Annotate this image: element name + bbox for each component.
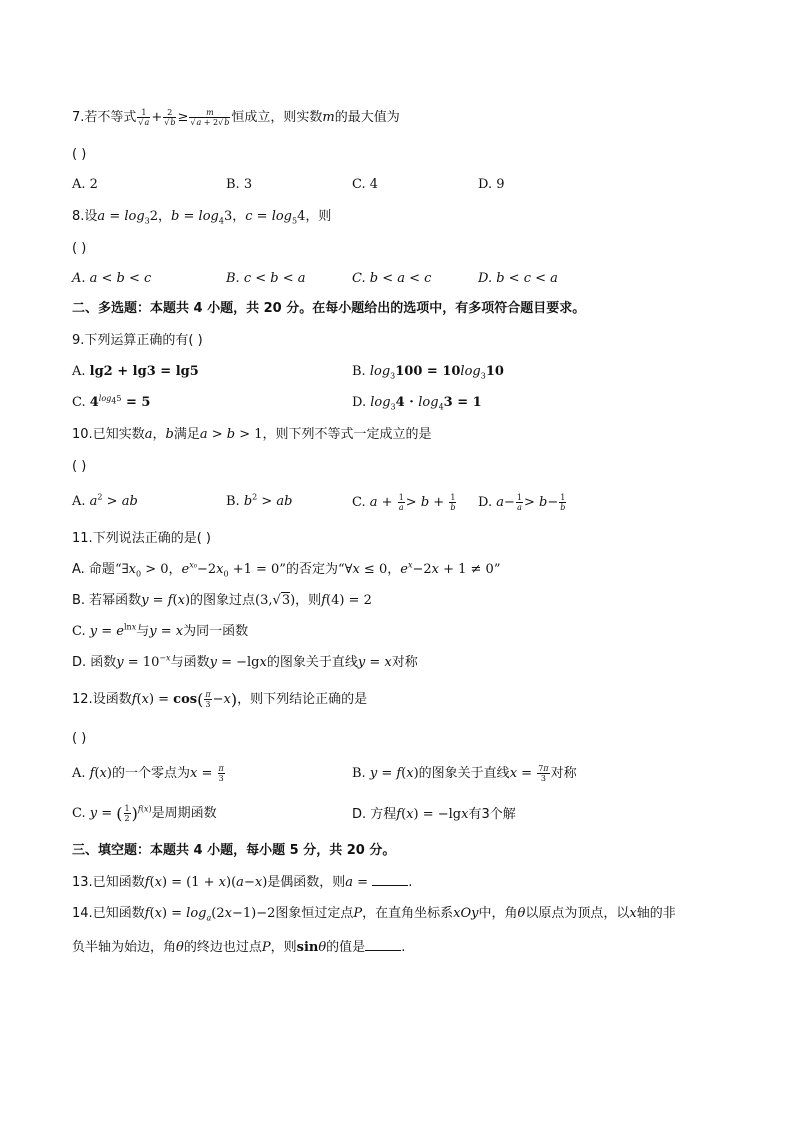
- option-11c: C. $y = e^{lnx}$与y = x为同一函数: [72, 622, 249, 639]
- option-9d: D. $\log_34 \cdot \log_43 = 1$: [352, 395, 482, 412]
- option-8c: C. b < a < c: [352, 271, 432, 286]
- answer-paren-8: ( ): [72, 241, 87, 256]
- answer-paren-12: ( ): [72, 731, 87, 746]
- answer-paren-10: ( ): [72, 459, 87, 474]
- option-8d: D. b < c < a: [478, 271, 558, 286]
- option-12a: A. f(x)的一个零点为x = $\frac{\pi}{3}$: [72, 764, 224, 783]
- section-3-title: 三、填空题：本题共 4 小题，每小题 5 分，共 20 分。: [72, 843, 396, 858]
- question-11: 11.下列说法正确的是( ): [72, 531, 211, 546]
- option-9c: C. $4^{log_45} = 5$: [72, 393, 151, 410]
- fill-blank-13[interactable]: [372, 873, 408, 886]
- option-10b: B. $b^2$ > ab: [226, 492, 293, 509]
- question-12: 12.设函数f(x) = cos( $\frac{\pi}{3}$ −x)，则下列结论正确的是: [72, 689, 368, 709]
- option-8b: B. c < b < a: [226, 271, 306, 286]
- option-7b: B. 3: [226, 177, 253, 192]
- question-8: 8.设$a = \log_32$，$b = \log_43$，$c = \log_54$，则: [72, 209, 332, 226]
- option-12b: B. y = f(x)的图象关于直线x = $\frac{7\pi}{3}$ 对称: [352, 764, 577, 783]
- question-9: 9.下列运算正确的有( ): [72, 333, 203, 348]
- option-7d: D. 9: [478, 177, 505, 192]
- question-14-line1: 14.已知函数$f(x) = \log_a(2x-1)-2$图象恒过定点P，在直角坐标系xOy中，角θ以原点为顶点，以x轴的非: [72, 906, 676, 923]
- option-11b: B. 若幂函数y = f(x)的图象过点(3,√3)，则f(4) = 2: [72, 593, 372, 608]
- option-12d: D. 方程f(x) = −lgx有3个解: [352, 807, 516, 822]
- option-7c: C. 4: [352, 177, 379, 192]
- option-11a: A. 命题“$\exists x_0 > 0$，$e^{x_0}-2x_0 +1 = 0$”的否定为“∀x ≤ 0，$e^x-2x + 1 \ne 0$”: [72, 560, 501, 579]
- question-14-line2: 负半轴为始边，角θ的终边也过点P，则sinθ的值是 .: [72, 940, 406, 955]
- option-10c: C. a + $\frac{1}{a}$ > b + $\frac{1}{b}$: [352, 493, 456, 512]
- section-2-title: 二、多选题：本题共 4 小题，共 20 分。在每小题给出的选项中，有多项符合题目要求。: [72, 301, 586, 316]
- option-11d: D. 函数$y = 10^{-x}$与函数y = −lgx的图象关于直线y = x对称: [72, 653, 418, 670]
- option-9b: B. $\log_3100 = 10\log_310$: [352, 364, 504, 381]
- option-9a: A. lg2 + lg3 = lg5: [72, 364, 199, 379]
- question-13: 13.已知函数f(x) = (1 + x)(a−x)是偶函数，则a = .: [72, 875, 413, 890]
- option-8a: A. a < b < c: [72, 271, 152, 286]
- option-10d: D. a− $\frac{1}{a}$ > b− $\frac{1}{b}$: [478, 493, 566, 512]
- option-12c: C. y = ( $\frac{1}{2}$ )$^{f(x)}$是周期函数: [72, 803, 217, 823]
- option-10a: A. $a^2$ > ab: [72, 492, 138, 509]
- question-7: 7.若不等式 $\frac{1}{√a}$ + $\frac{2}{√b}$ ≥ $\frac{m}{√a + 2√b}$ 恒成立，则实数m的最大值为: [72, 108, 400, 127]
- question-10: 10.已知实数a，b满足a > b > 1，则下列不等式一定成立的是: [72, 427, 432, 442]
- option-7a: A. 2: [72, 177, 98, 192]
- fill-blank-14[interactable]: [365, 938, 401, 951]
- answer-paren-7: ( ): [72, 147, 87, 162]
